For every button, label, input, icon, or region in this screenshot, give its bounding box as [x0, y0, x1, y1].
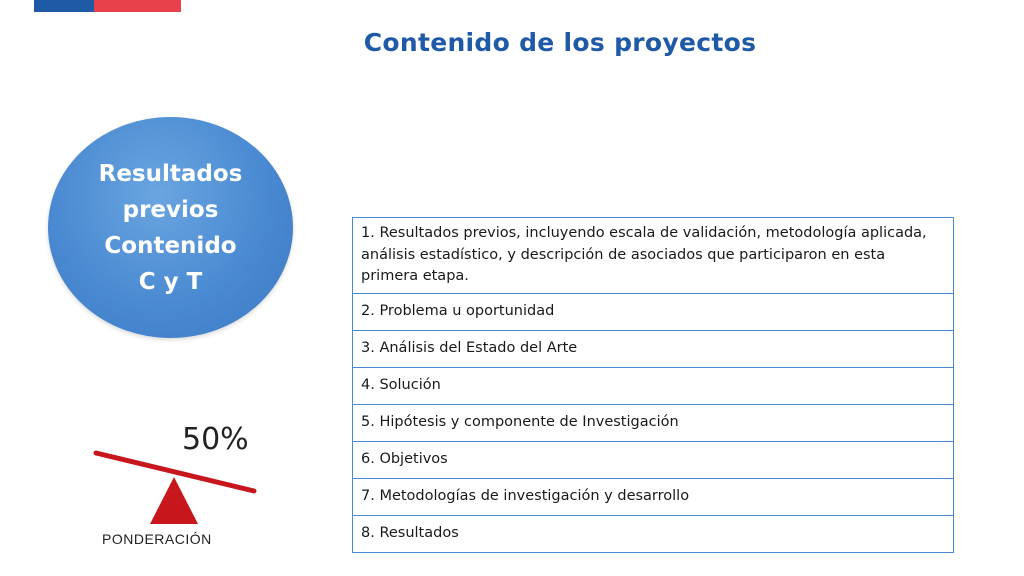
- table-cell: 2. Problema u oportunidad: [353, 293, 954, 330]
- flag-bar: [34, 0, 181, 12]
- table-row: [353, 367, 954, 404]
- table-cell: 1. Resultados previos, incluyendo escala de validación, metodología aplicada, análisis estadístico, y descripción de asociados que participaron en esta primera etapa.: [353, 218, 954, 294]
- table-cell: 8. Resultados: [353, 515, 954, 552]
- results-circle: [48, 117, 293, 338]
- circle-line-1: Resultados: [98, 160, 243, 187]
- circle-line-4: C y T: [138, 268, 203, 295]
- flag-bar-blue: [34, 0, 94, 12]
- circle-line-3: Contenido: [104, 232, 237, 259]
- balance-fulcrum: [150, 477, 198, 524]
- table-row: [353, 478, 954, 515]
- flag-bar-red: [94, 0, 181, 12]
- weight-percent: 50%: [182, 422, 249, 457]
- table-row: [353, 515, 954, 552]
- table-cell: 5. Hipótesis y componente de Investigación: [353, 404, 954, 441]
- table-cell: 6. Objetivos: [353, 441, 954, 478]
- balance-scale-icon: [90, 444, 260, 529]
- content-table: [352, 217, 954, 553]
- table-cell: 4. Solución: [353, 367, 954, 404]
- weight-label: PONDERACIÓN: [102, 531, 212, 547]
- table-row: [353, 218, 954, 294]
- circle-line-2: previos: [122, 196, 219, 223]
- table-cell: 3. Análisis del Estado del Arte: [353, 330, 954, 367]
- table-row: [353, 293, 954, 330]
- table-cell: 7. Metodologías de investigación y desarrollo: [353, 478, 954, 515]
- table-row: [353, 330, 954, 367]
- table-row: [353, 404, 954, 441]
- table-row: [353, 441, 954, 478]
- page-title: Contenido de los proyectos: [363, 28, 757, 57]
